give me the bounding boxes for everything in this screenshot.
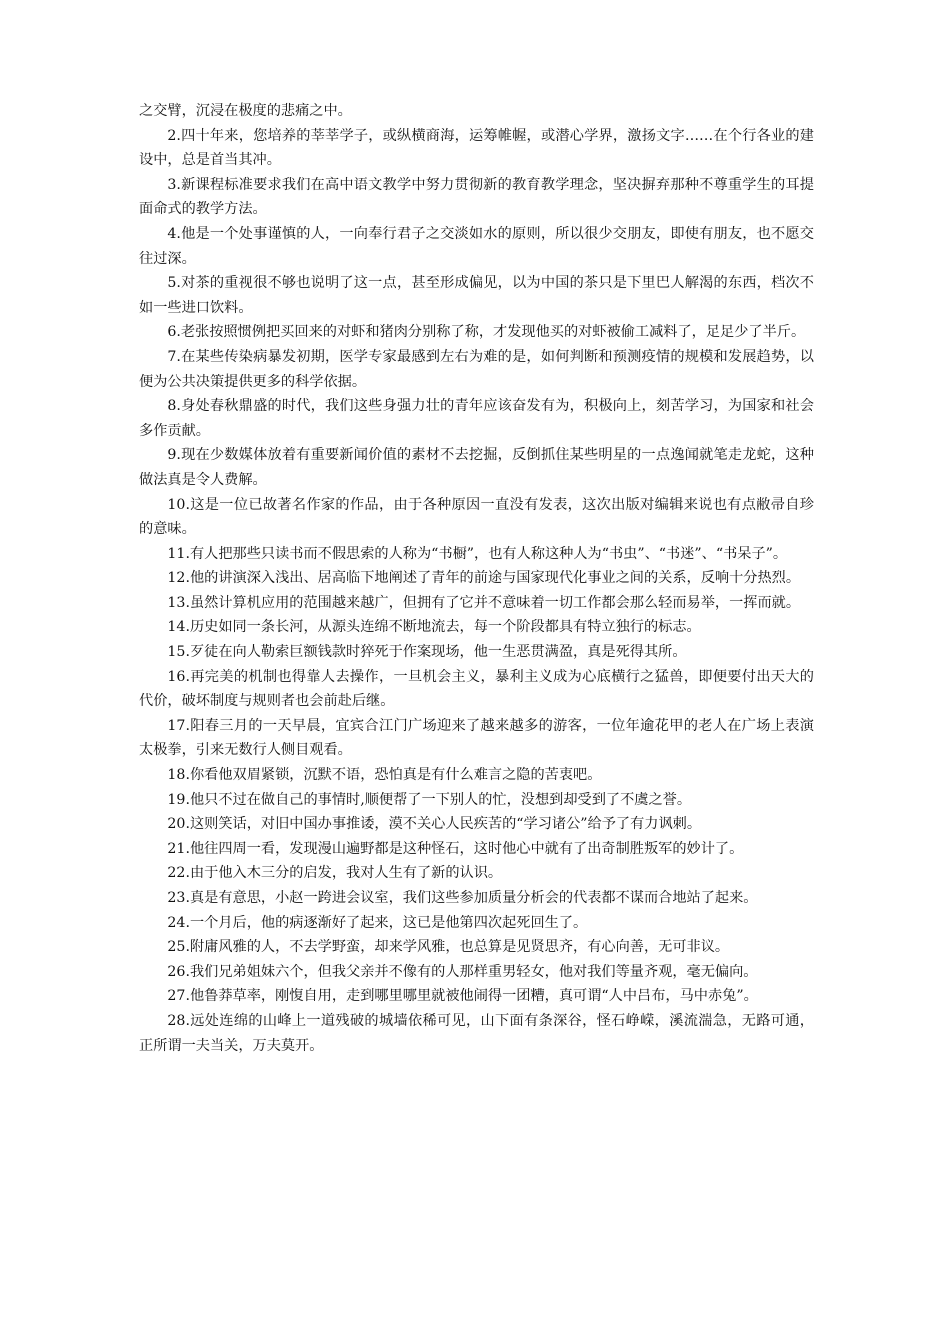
list-item: 20.这则笑话，对旧中国办事推诿，漠不关心人民疾苦的“学习诸公”给予了有力讽刺。 (167, 816, 702, 833)
list-item: 19.他只不过在做自己的事情时,顺便帮了一下别人的忙，没想到却受到了不虞之誉。 (167, 791, 692, 808)
list-item: 26.我们兄弟姐妹六个，但我父亲并不像有的人那样重男轻女，他对我们等量齐观，毫无偏向。 (167, 963, 758, 980)
list-item: 8.身处春秋鼎盛的时代，我们这些身强力壮的青年应该奋发有为，积极向上，刻苦学习，为国家和社会多作贡献。 (139, 398, 814, 439)
list-item: 18.你看他双眉紧锁，沉默不语，恐怕真是有什么难言之隐的苦衷吧。 (167, 767, 602, 784)
list-item: 15.歹徒在向人勒索巨额钱款时猝死于作案现场，他一生恶贯满盈，真是死得其所。 (167, 644, 687, 661)
list-item: 17.阳春三月的一天早晨，宜宾合江门广场迎来了越来越多的游客，一位年逾花甲的老人在广场上表演太极拳，引来无数行人侧目观看。 (139, 717, 814, 759)
list-item: 2.四十年来，您培养的莘莘学子，或纵横商海，运筹帷幄，或潜心学界，激扬文字……在个行各业的建设中，总是首当其冲。 (139, 127, 814, 169)
list-item: 14.历史如同一条长河，从源头连绵不断地流去，每一个阶段都具有特立独行的标志。 (167, 619, 701, 636)
list-item: 22.由于他入木三分的启发，我对人生有了新的认识。 (167, 865, 503, 882)
list-item: 23.真是有意思，小赵一跨进会议室，我们这些参加质量分析会的代表都不谋而合地站了起来。 (167, 890, 758, 906)
list-item: 27.他鲁莽草率，刚愎自用，走到哪里哪里就被他闹得一团糟，真可谓“人中吕布，马中赤兔”。 (167, 988, 758, 1005)
list-item: 11.有人把那些只读书而不假思索的人称为“书橱”，也有人称这种人为“书虫”、“书迷”、“书呆子”。 (167, 545, 788, 562)
list-item: 13.虽然计算机应用的范围越来越广，但拥有了它并不意味着一切工作都会那么轻而易举，一挥而就。 (167, 594, 801, 611)
list-item: 12.他的讲演深入浅出、居高临下地阐述了青年的前途与国家现代化事业之间的关系，反响十分热烈。 (167, 570, 801, 587)
list-item: 10.这是一位已故著名作家的作品，由于各种原因一直没有发表，这次出版对编辑来说也有点敝帚自珍的意味。 (139, 496, 814, 538)
list-item: 7.在某些传染病暴发初期，医学专家最感到左右为难的是，如何判断和预测疫情的规模和发展趋势，以便为公共决策提供更多的科学依据。 (139, 348, 814, 390)
list-item: 9.现在少数媒体放着有重要新闻价值的素材不去挖掘，反倒抓住某些明星的一点逸闻就笔走龙蛇，这种做法真是令人费解。 (139, 447, 814, 488)
list-item: 25.附庸风雅的人，不去学野蛮，却来学风雅，也总算是见贤思齐，有心向善，无可非议。 (167, 939, 730, 956)
lead-fragment: 之交臂，沉浸在极度的悲痛之中。 (139, 103, 352, 119)
list-item: 21.他往四周一看，发现漫山遍野都是这种怪石，这时他心中就有了出奇制胜叛军的妙计了。 (167, 840, 744, 857)
list-item: 5.对茶的重视很不够也说明了这一点，甚至形成偏见，以为中国的茶只是下里巴人解渴的东西，档次不如一些进口饮料。 (139, 275, 814, 316)
document-page (139, 99, 814, 1058)
list-item: 6.老张按照惯例把买回来的对虾和猪肉分别称了称，才发现他买的对虾被偷工减料了，足足少了半斤。 (167, 324, 806, 341)
list-item: 4.他是一个处事谨慎的人，一向奉行君子之交淡如水的原则，所以很少交朋友，即使有朋友，也不愿交往过深。 (139, 225, 814, 267)
list-item: 16.再完美的机制也得靠人去操作，一旦机会主义，暴利主义成为心底横行之猛兽，即便要付出天大的代价，破坏制度与规则者也会前赴后继。 (139, 668, 814, 710)
list-item: 3.新课程标准要求我们在高中语文教学中努力贯彻新的教育教学理念，坚决摒弃那种不尊重学生的耳提面命式的教学方法。 (139, 176, 814, 218)
list-item: 24.一个月后，他的病逐渐好了起来，这已是他第四次起死回生了。 (167, 914, 588, 931)
list-item: 28.远处连绵的山峰上一道残破的城墙依稀可见，山下面有条深谷，怪石峥嵘，溪流湍急，无路可通，正所谓一夫当关，万夫莫开。 (139, 1012, 814, 1054)
